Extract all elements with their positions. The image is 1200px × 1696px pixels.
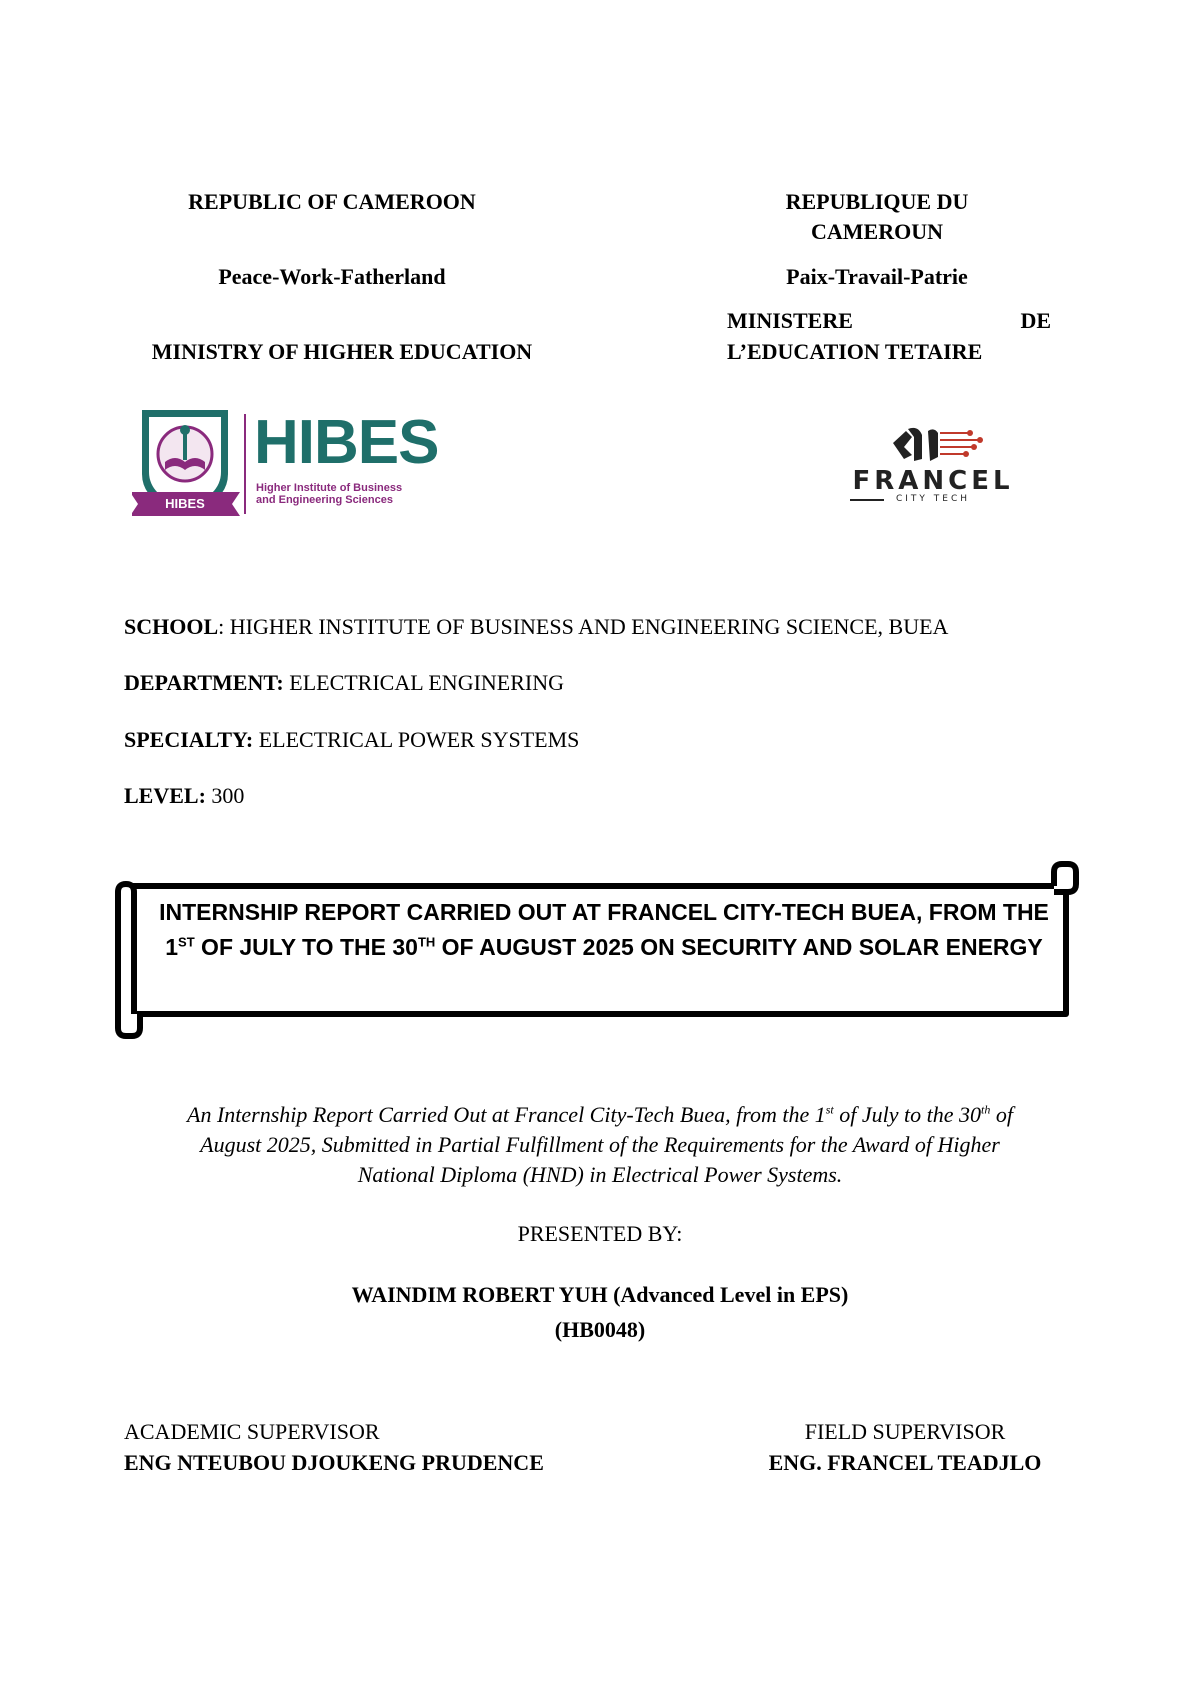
hibes-subtitle-1: Higher Institute of Business [256,482,403,494]
header-right-country-2: CAMEROUN [811,219,943,244]
school-label: SCHOOL [124,614,219,639]
department-line [124,668,1084,698]
description-line-2: August 2025, Submitted in Partial Fulfillment of the Requirements for the Award of Higher [200,1132,1000,1157]
department-label: DEPARTMENT: [124,670,284,695]
ministry-word-1: MINISTERE [727,308,853,333]
header-right-country-1: REPUBLIQUE DU [785,189,969,214]
hibes-subtitle-2: and Engineering Sciences [256,494,393,506]
banner-line-1: INTERNSHIP REPORT CARRIED OUT AT FRANCEL CITY-TECH BUEA, FROM THE [159,899,1049,925]
student-name: WAINDIM ROBERT YUH (Advanced Level in EPS) [351,1282,849,1307]
banner-line-2-sup2: TH [417,934,436,950]
header-right-ministry-2: L’EDUCATION TETAIRE [727,339,983,364]
description-line-1-sup2: th [981,1102,991,1117]
academic-supervisor-title: ACADEMIC SUPERVISOR [124,1419,380,1444]
description-line-1-c: of [990,1102,1013,1127]
description-line-1-sup1: st [825,1102,834,1117]
level-value: 300 [205,783,245,808]
banner-line-2-sup1: ST [178,934,195,950]
specialty-value: ELECTRICAL POWER SYSTEMS [253,727,580,752]
ministry-word-2: DE [1020,308,1051,333]
header-left-ministry: MINISTRY OF HIGHER EDUCATION [151,339,533,364]
school-value: : HIGHER INSTITUTE OF BUSINESS AND ENGINEERING SCIENCE, BUEA [218,614,949,639]
francel-underline [850,499,884,501]
student-matricule: (HB0048) [554,1317,646,1342]
specialty-line [124,725,1084,755]
francel-logo [838,425,1028,510]
description-line-1-b: of July to the 30 [833,1102,982,1127]
field-supervisor-title: FIELD SUPERVISOR [804,1419,1006,1444]
level-label: LEVEL: [124,783,206,808]
francel-wordmark: FRANCEL [852,466,1014,496]
hibes-badge-text: HIBES [165,496,205,511]
banner-title [134,895,1074,965]
banner-line-2-a: 1 [165,934,179,960]
francel-subtitle: CITY TECH [895,494,971,504]
banner-line-2-b: OF JULY TO THE 30 [194,934,418,960]
presented-by-label: PRESENTED BY: [517,1221,683,1246]
banner-line-2-c: OF AUGUST 2025 ON SECURITY AND SOLAR ENERGY [435,934,1043,960]
hibes-wordmark: HIBES [254,408,439,477]
level-line [124,781,1084,811]
academic-supervisor-name: ENG NTEUBOU DJOUKENG PRUDENCE [124,1450,544,1475]
banner-line-2 [134,930,1074,965]
school-line [124,612,1084,642]
header-right-ministry-1 [727,306,1051,336]
specialty-label: SPECIALTY: [124,727,254,752]
header-left-motto: Peace-Work-Fatherland [218,264,446,289]
department-value: ELECTRICAL ENGINERING [283,670,565,695]
header-right-motto: Paix-Travail-Patrie [786,264,968,289]
description-line-1-a: An Internship Report Carried Out at Francel City-Tech Buea, from the 1 [187,1102,826,1127]
hibes-logo [132,404,439,524]
description-line-3: National Diploma (HND) in Electrical Power Systems. [357,1162,843,1187]
header-left-country: REPUBLIC OF CAMEROON [188,189,476,214]
description-line-1 [120,1100,1080,1130]
field-supervisor-name: ENG. FRANCEL TEADJLO [768,1450,1042,1475]
report-description [120,1100,1080,1190]
